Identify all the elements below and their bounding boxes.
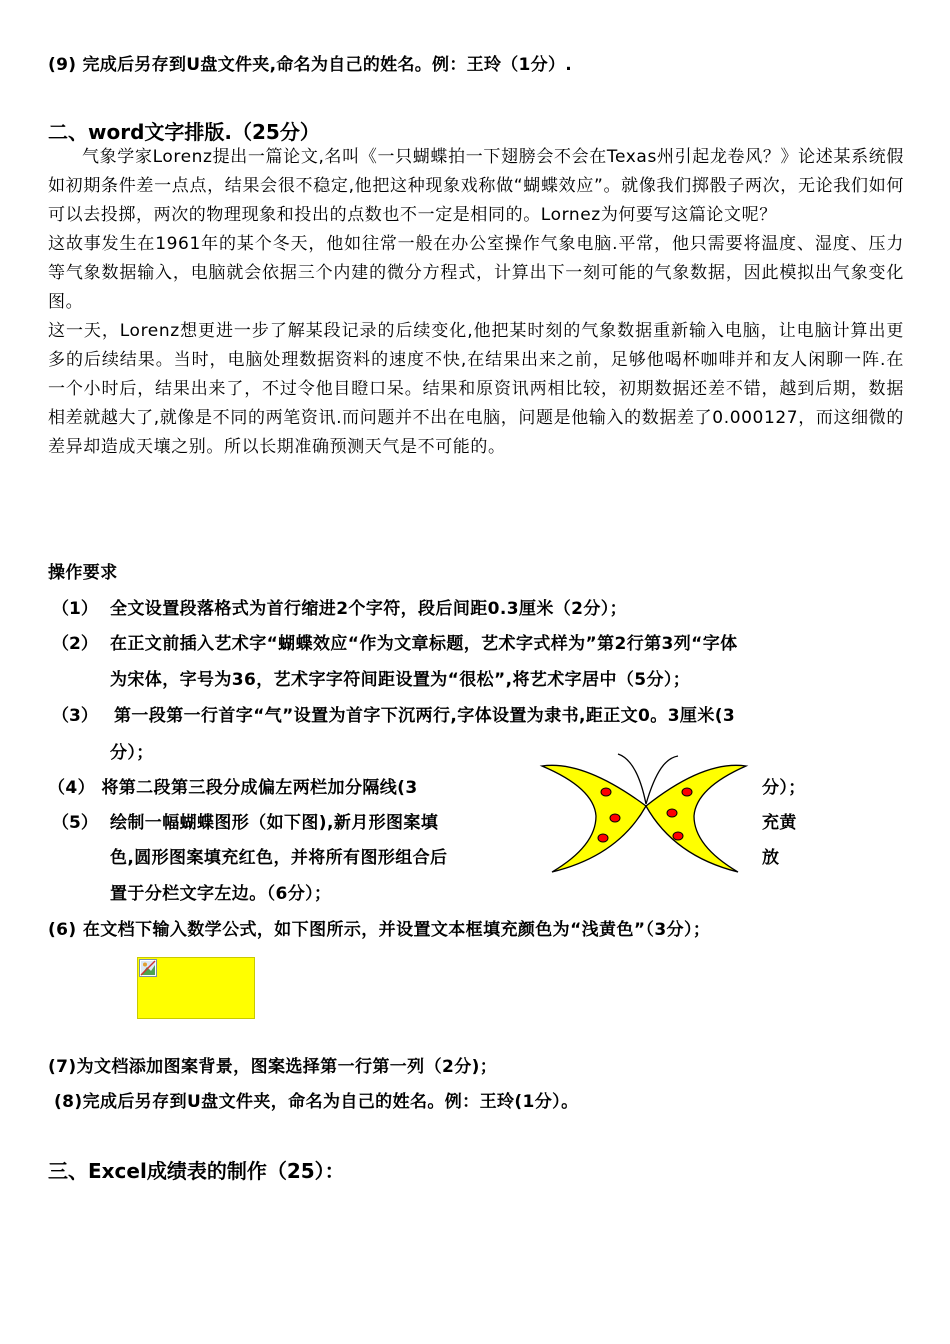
top-note: (9) 完成后另存到U盘文件夹,命名为自己的姓名。例：王玲（1分）. [48, 55, 573, 75]
section2-title: 二、word文字排版.（25分） [48, 120, 320, 144]
req2-number: （2） [52, 634, 98, 654]
red-dot [682, 788, 692, 796]
req2-line2: 为宋体，字号为36，艺术字字符间距设置为“很松”,将艺术字居中（5分）； [110, 670, 691, 690]
req4-tail: 分）； [762, 778, 806, 798]
req4-text: （4） 将第二段第三段分成偏左两栏加分隔线(3 [48, 778, 418, 798]
req6-text: (6) 在文档下输入数学公式，如下图所示，并设置文本框填充颜色为“浅黄色”（3分）； [48, 920, 711, 940]
req3-line2: 分）； [110, 743, 154, 763]
req8-text: (8)完成后另存到U盘文件夹，命名为自己的姓名。例：王玲(1分）。 [54, 1092, 579, 1112]
paragraph-3: 这一天，Lorenz想更进一步了解某段记录的后续变化,他把某时刻的气象数据重新输入电脑，让电脑计算出更多的后续结果。当时，电脑处理数据资料的速度不快,在结果出来之前，足够他喝杯咖啡并和友人闲聊一阵.在一个小时后，结果出来了，不过令他目瞪口呆。结果和原资讯两相比较，初期数据还差不错，越到后期，数据相差就越大了,就像是不同的两笔资讯.而问题并不出在电脑，问题是他输入的数据差了0.000127，而这细微的差异却造成天壤之别。所以长期准确预测天气是不可能的。 [48, 321, 904, 457]
section3-title: 三、Excel成绩表的制作（25）： [48, 1159, 345, 1183]
req5-line2: 色,圆形图案填充红色，并将所有图形组合后 [110, 848, 448, 868]
red-dot [673, 832, 683, 840]
requirements-title: 操作要求 [48, 563, 118, 583]
req3-line1: 第一段第一行首字“气”设置为首字下沉两行,字体设置为隶书,距正文0。3厘米(3 [114, 706, 736, 726]
body-text [48, 143, 904, 462]
red-dot [601, 788, 611, 796]
req1-number: （1） [52, 599, 98, 619]
red-dot [667, 809, 677, 817]
right-crescent-wing [646, 765, 746, 872]
req5-line3: 置于分栏文字左边。（6分）； [110, 884, 332, 904]
red-dot [598, 834, 608, 842]
broken-image-icon [139, 959, 157, 977]
red-dot [610, 814, 620, 822]
left-crescent-wing [542, 765, 646, 872]
paragraph-2: 这故事发生在1961年的某个冬天，他如往常一般在办公室操作气象电脑.平常，他只需要将温度、湿度、压力等气象数据输入，电脑就会依据三个内建的微分方程式，计算出下一刻可能的气象数据，因此模拟出气象变化图。 [48, 234, 904, 312]
butterfly-drawing [538, 752, 758, 876]
paragraph-1: 气象学家Lorenz提出一篇论文,名叫《一只蝴蝶拍一下翅膀会不会在Texas州引起龙卷风？》论述某系统假如初期条件差一点点，结果会很不稳定,他把这种现象戏称做“蝴蝶效应”。就像我们掷骰子两次，无论我们如何可以去投掷，两次的物理现象和投出的点数也不一定是相同的。Lornez为何要写这篇论文呢？ [48, 147, 904, 225]
req1-text: 全文设置段落格式为首行缩进2个字符，段后间距0.3厘米（2分）； [110, 599, 628, 619]
req2-line1: 在正文前插入艺术字“蝴蝶效应“作为文章标题，艺术字式样为”第2行第3列“字体 [110, 634, 738, 654]
req7-text: (7)为文档添加图案背景，图案选择第一行第一列（2分)； [48, 1057, 498, 1077]
req5-number: （5） [52, 813, 98, 833]
req3-number: （3） [52, 706, 98, 726]
req5-line1: 绘制一幅蝴蝶图形（如下图),新月形图案填 [110, 813, 439, 833]
req5-tail2: 放 [762, 848, 780, 868]
req5-tail1: 充黄 [762, 813, 797, 833]
